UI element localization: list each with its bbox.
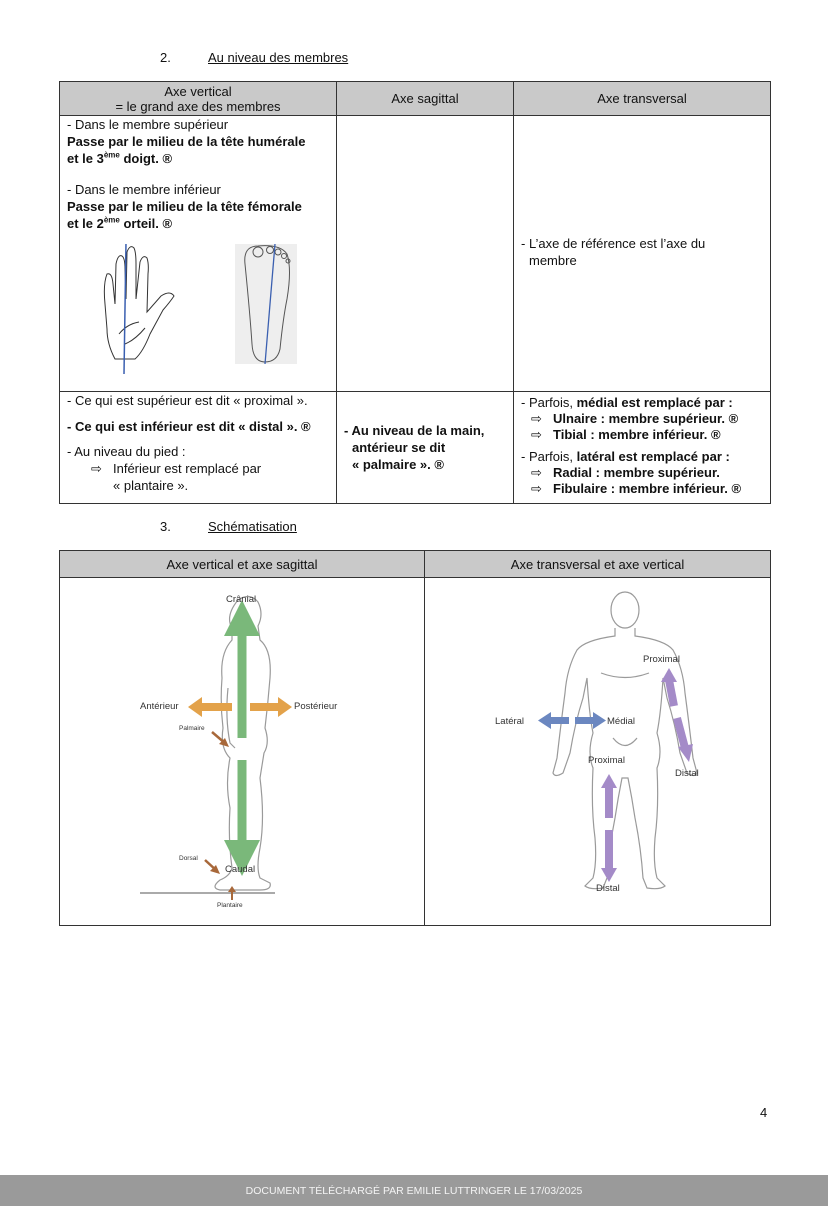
section-number: 2. bbox=[160, 50, 171, 65]
section-number: 3. bbox=[160, 519, 171, 534]
plantar-replacement-text: Inférieur est remplacé par bbox=[113, 461, 262, 476]
radial-item bbox=[521, 465, 763, 481]
lower-limb-rule-line2 bbox=[67, 215, 329, 232]
ulnar-text: Ulnaire : membre supérieur. ® bbox=[553, 411, 739, 426]
arrow-bullet-icon: ⇨ bbox=[531, 481, 542, 496]
schematic-table bbox=[59, 550, 771, 926]
lateral-intro-bold: latéral est remplacé par : bbox=[576, 449, 730, 464]
proximal-definition: - Ce qui est supérieur est dit « proximal ». bbox=[67, 393, 308, 408]
label-dorsal: Dorsal bbox=[179, 855, 198, 862]
medial-intro-bold: médial est remplacé par : bbox=[576, 395, 733, 410]
label-posterior: Postérieur bbox=[294, 701, 338, 712]
upper-rule-sup: ème bbox=[103, 150, 120, 160]
cell-vertical-definition bbox=[60, 116, 337, 392]
cell-side-view-figure bbox=[60, 578, 425, 926]
leg-distal-arrow-head bbox=[601, 868, 617, 882]
foot-level-intro: - Au niveau du pied : bbox=[67, 444, 186, 459]
label-palmar: Palmaire bbox=[179, 725, 205, 732]
arm-proximal-arrow-head bbox=[661, 668, 677, 682]
cell-sagittal-empty bbox=[337, 116, 514, 392]
medial-arrow-head bbox=[593, 712, 606, 729]
header-transversal-vertical: Axe transversal et axe vertical bbox=[425, 551, 771, 578]
cell-sagittal-terms bbox=[337, 392, 514, 504]
upper-rule-end: doigt. ® bbox=[119, 151, 173, 166]
distal-definition: - Ce qui est inférieur est dit « distal ». ® bbox=[67, 419, 311, 434]
lower-limb-rule-line1: Passe par le milieu de la tête fémorale bbox=[67, 199, 302, 214]
arm-proximal-arrow bbox=[669, 680, 674, 706]
lateral-arrow-body bbox=[549, 717, 569, 724]
page-number: 4 bbox=[760, 1105, 768, 1120]
lateral-intro-prefix: - Parfois, bbox=[521, 449, 577, 464]
lateral-arrow-head bbox=[538, 712, 551, 729]
upper-limb-rule-line2 bbox=[67, 150, 329, 167]
tibial-text: Tibial : membre inférieur. ® bbox=[553, 427, 721, 442]
lower-rule-end: orteil. ® bbox=[119, 216, 173, 231]
label-lateral: Latéral bbox=[495, 716, 525, 727]
fibular-text: Fibulaire : membre inférieur. ® bbox=[553, 481, 742, 496]
cell-transversal-definition bbox=[514, 116, 771, 392]
section-heading-3 bbox=[160, 519, 297, 534]
label-caudal: Caudal bbox=[225, 864, 256, 875]
posterior-arrow-body bbox=[250, 703, 280, 711]
anterior-arrow-head bbox=[188, 697, 202, 717]
label-plantar: Plantaire bbox=[217, 902, 243, 909]
transversal-reference-line1: - L’axe de référence est l’axe du bbox=[521, 236, 706, 251]
upper-limb-rule-line1: Passe par le milieu de la tête humérale bbox=[67, 134, 306, 149]
download-footer: DOCUMENT TÉLÉCHARGÉ PAR EMILIE LUTTRINGER LE 17/03/2025 bbox=[0, 1175, 828, 1206]
header-vertical-axis bbox=[60, 82, 337, 116]
label-distal-leg: Distal bbox=[596, 883, 620, 894]
cell-front-view-figure bbox=[425, 578, 771, 926]
posterior-arrow-head bbox=[278, 697, 292, 717]
section-title: Au niveau des membres bbox=[208, 50, 349, 65]
lower-rule-sup: ème bbox=[103, 215, 120, 225]
lower-rule-text: et le 2 bbox=[67, 216, 104, 231]
label-medial: Médial bbox=[607, 716, 635, 727]
limbs-axes-table bbox=[59, 81, 771, 504]
upper-rule-text: et le 3 bbox=[67, 151, 104, 166]
medial-arrow-body bbox=[575, 717, 595, 724]
radial-text: Radial : membre supérieur. bbox=[553, 465, 720, 480]
front-body-outline bbox=[553, 592, 697, 889]
label-anterior: Antérieur bbox=[140, 701, 179, 712]
palmar-line2: antérieur se dit bbox=[352, 440, 446, 455]
lower-limb-intro: - Dans le membre inférieur bbox=[67, 182, 221, 197]
section-heading-2 bbox=[160, 50, 348, 65]
arrow-bullet-icon: ⇨ bbox=[531, 465, 542, 480]
medial-replacement-intro bbox=[521, 395, 763, 411]
header-vertical-line1: Axe vertical bbox=[164, 83, 232, 99]
tibial-item bbox=[521, 427, 763, 443]
fibular-item bbox=[521, 481, 763, 497]
header-sagittal-axis: Axe sagittal bbox=[337, 82, 514, 116]
ulnar-item bbox=[521, 411, 763, 427]
arrow-bullet-icon: ⇨ bbox=[531, 427, 542, 442]
header-vertical-line2: = le grand axe des membres bbox=[115, 98, 281, 114]
section-title: Schématisation bbox=[208, 519, 297, 534]
palmar-line1: - Au niveau de la main, bbox=[344, 423, 485, 438]
arrow-bullet-icon: ⇨ bbox=[531, 411, 542, 426]
label-cranial: Crânial bbox=[226, 594, 257, 605]
palmar-line3: « palmaire ». ® bbox=[352, 457, 444, 472]
transversal-reference-line2: membre bbox=[529, 253, 577, 268]
cell-vertical-terms bbox=[60, 392, 337, 504]
hand-drawing bbox=[104, 247, 174, 359]
plantar-arrow-head bbox=[228, 886, 236, 892]
medial-intro-prefix: - Parfois, bbox=[521, 395, 577, 410]
label-distal-arm: Distal bbox=[675, 768, 699, 779]
label-proximal-leg: Proximal bbox=[588, 755, 625, 766]
header-vertical-sagittal: Axe vertical et axe sagittal bbox=[60, 551, 425, 578]
upper-limb-intro: - Dans le membre supérieur bbox=[67, 117, 229, 132]
lateral-replacement-intro bbox=[521, 449, 763, 465]
leg-proximal-arrow-head bbox=[601, 774, 617, 788]
front-view-diagram bbox=[425, 578, 770, 924]
header-transversal-axis: Axe transversal bbox=[514, 82, 771, 116]
arrow-bullet-icon: ⇨ bbox=[91, 461, 102, 476]
anterior-arrow-body bbox=[200, 703, 232, 711]
plantar-replacement bbox=[67, 460, 329, 494]
side-view-diagram bbox=[60, 578, 424, 924]
cell-transversal-terms bbox=[514, 392, 771, 504]
label-proximal-arm: Proximal bbox=[643, 654, 680, 665]
hand-foot-illustration bbox=[95, 244, 325, 376]
plantar-term: « plantaire ». bbox=[113, 478, 189, 493]
